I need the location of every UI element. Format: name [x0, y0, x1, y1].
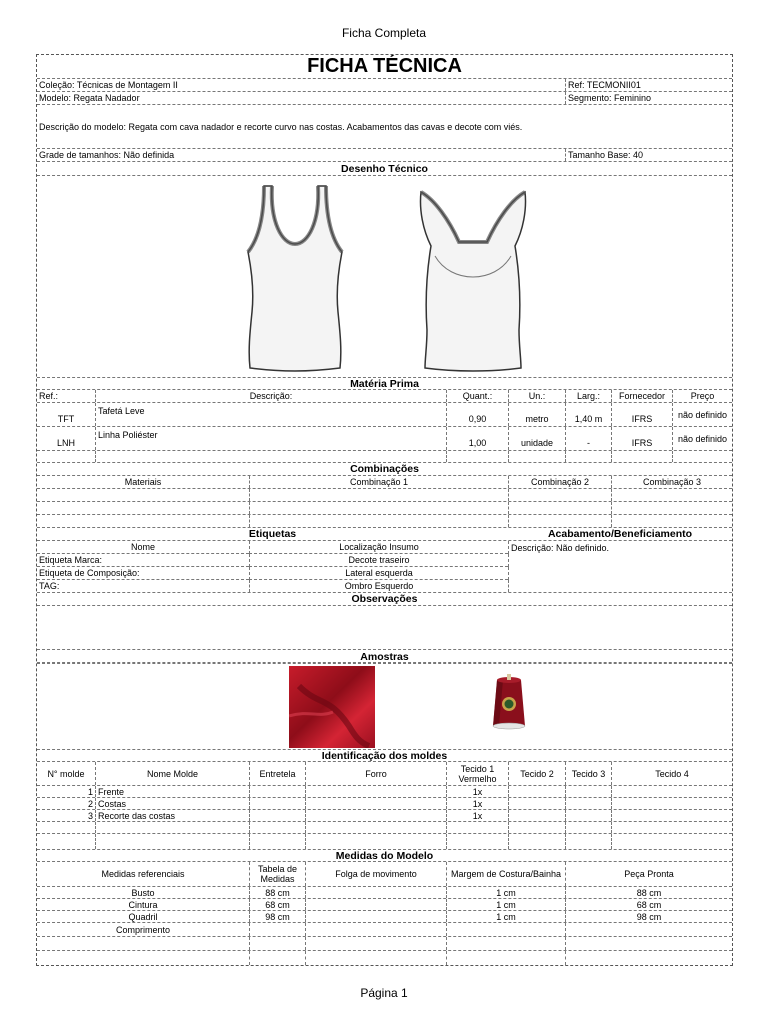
sheet-title: FICHA TÉCNICA: [307, 55, 462, 77]
combinacoes-row: [37, 489, 732, 502]
etiqueta-row: [37, 567, 732, 580]
combinacoes-row: [37, 502, 732, 515]
materia-columns-row: [37, 390, 732, 403]
col-n-molde: N° molde: [47, 768, 85, 779]
empty-cell: [508, 810, 565, 821]
segmento-field: Segmento: Feminino: [565, 92, 732, 104]
etiqueta-localizacao: Lateral esquerda: [249, 567, 508, 580]
materia-ref: LNH: [56, 437, 75, 448]
medida-margem: [446, 923, 565, 936]
col-forro: Forro: [305, 762, 446, 785]
medida-row: [37, 923, 732, 937]
empty-cell: [249, 502, 508, 514]
empty-cell: [305, 822, 446, 833]
col-combinacao-1: Combinação 1: [249, 476, 508, 488]
amostras-header-row: [37, 651, 732, 664]
acabamento-descricao: Descrição: Não definido.: [508, 541, 732, 554]
molde-nome: Frente: [95, 786, 249, 797]
empty-cell: [249, 951, 305, 965]
empty-cell: [508, 798, 565, 809]
empty-cell: [565, 798, 611, 809]
empty-cell: [305, 798, 446, 809]
fabric-sample-image: [289, 666, 375, 748]
medida-peca-pronta: [565, 923, 732, 936]
empty-cell: [611, 502, 732, 514]
combinacoes-row: [37, 515, 732, 528]
empty-cell: [508, 567, 732, 580]
molde-tecido-1: 1x: [446, 810, 508, 821]
empty-cell: [508, 786, 565, 797]
empty-cell: [249, 937, 305, 950]
col-larg: Larg.:: [565, 390, 611, 402]
materia-fornecedor: IFRS: [611, 403, 672, 426]
etiqueta-row: [37, 554, 732, 567]
molde-tecido-1: 1x: [446, 786, 508, 797]
medidas-columns-row: [37, 862, 732, 887]
empty-cell: [565, 951, 732, 965]
amostras-section-title: Amostras: [360, 651, 409, 663]
empty-cell: [611, 489, 732, 501]
page-footer: Página 1: [360, 986, 408, 1000]
empty-cell: [95, 822, 249, 833]
molde-nome: Costas: [95, 798, 249, 809]
desenho-section-title: Desenho Técnico: [341, 162, 428, 175]
col-preco: Preço: [672, 390, 732, 402]
empty-cell: [508, 451, 565, 462]
grade-row: [37, 149, 732, 162]
col-descricao: Descrição:: [95, 390, 446, 402]
empty-cell: [672, 451, 732, 462]
moldes-section-title: Identificação dos moldes: [321, 750, 448, 761]
molde-row: [37, 810, 732, 822]
col-quant: Quant.:: [446, 390, 508, 402]
combinacoes-header-row: [37, 463, 732, 476]
empty-cell: [249, 515, 508, 527]
empty-cell: [305, 923, 446, 936]
tank-top-front-drawing: [242, 182, 346, 374]
molde-nome: Recorte das costas: [95, 810, 249, 821]
medida-margem: 1 cm: [446, 887, 565, 898]
etiqueta-localizacao: Ombro Esquerdo: [249, 580, 508, 592]
empty-cell: [305, 786, 446, 797]
medida-peca-pronta: 88 cm: [565, 887, 732, 898]
molde-numero: 2: [87, 798, 93, 809]
empty-cell: [305, 834, 446, 849]
combinacoes-section-title: Combinações: [350, 463, 419, 475]
empty-cell: [611, 798, 732, 809]
materia-ref: TFT: [57, 413, 75, 424]
materia-row-2: [37, 427, 732, 451]
etiqueta-localizacao: Decote traseiro: [249, 554, 508, 567]
empty-cell: [305, 951, 446, 965]
medida-row: [37, 887, 732, 899]
empty-cell: [446, 834, 508, 849]
etiquetas-columns-row: [37, 541, 732, 554]
descricao-row: [37, 105, 732, 149]
empty-cell: [305, 810, 446, 821]
info-row-colecao: [37, 79, 732, 92]
descricao-field: Descrição do modelo: Regata com cava nadador e recorte curvo nas costas. Acabamentos das cavas e decote com viés.: [39, 121, 523, 132]
empty-cell: [249, 822, 305, 833]
observacoes-body: [37, 606, 732, 650]
empty-cell: [565, 937, 732, 950]
medida-row-empty: [37, 951, 732, 965]
col-margem: Margem de Costura/Bainha: [446, 862, 565, 886]
medidas-header-row: [37, 850, 732, 862]
col-localizacao: Localização Insumo: [249, 541, 508, 554]
molde-numero: 3: [87, 810, 93, 821]
etiquetas-section-title: Etiquetas: [248, 528, 297, 540]
medida-peca-pronta: 98 cm: [565, 911, 732, 922]
materia-preco: não definido: [672, 403, 732, 426]
col-medidas-referenciais: Medidas referenciais: [101, 869, 185, 879]
amostras-row: [37, 664, 732, 750]
etiqueta-row: [37, 580, 732, 593]
materia-row-empty: [37, 451, 732, 463]
empty-cell: [565, 810, 611, 821]
empty-cell: [37, 515, 249, 527]
page-header: Ficha Completa: [341, 26, 427, 40]
materia-larg: 1,40 m: [565, 403, 611, 426]
empty-cell: [508, 834, 565, 849]
empty-cell: [611, 822, 732, 833]
medida-nome: Cintura: [128, 899, 158, 910]
col-tecido-3: Tecido 3: [565, 762, 611, 785]
empty-cell: [37, 834, 95, 849]
molde-row-empty: [37, 822, 732, 834]
molde-row: [37, 798, 732, 810]
col-combinacao-2: Combinação 2: [508, 476, 611, 488]
empty-cell: [95, 834, 249, 849]
empty-cell: [611, 786, 732, 797]
medida-row: [37, 899, 732, 911]
colecao-field: Coleção: Técnicas de Montagem II: [39, 80, 178, 90]
col-fornecedor: Fornecedor: [611, 390, 672, 402]
observacoes-header-row: [37, 593, 732, 606]
empty-cell: [305, 937, 446, 950]
info-row-modelo: [37, 92, 732, 105]
medida-tabela: 98 cm: [249, 911, 305, 922]
empty-cell: [249, 798, 305, 809]
empty-cell: [249, 489, 508, 501]
empty-cell: [37, 951, 249, 965]
molde-numero: 1: [87, 786, 93, 797]
medida-tabela: 88 cm: [249, 887, 305, 898]
empty-cell: [508, 580, 732, 592]
technical-sheet: [36, 54, 733, 966]
materia-quant: 0,90: [446, 403, 508, 426]
tank-top-back-drawing: [415, 190, 531, 374]
empty-cell: [37, 451, 95, 462]
col-un: Un.:: [508, 390, 565, 402]
materia-descricao: Tafetá Leve: [95, 403, 446, 426]
empty-cell: [305, 887, 446, 898]
medida-row: [37, 911, 732, 923]
thread-spool-image: [491, 674, 527, 732]
desenho-header-row: [37, 162, 732, 176]
acabamento-section-title: Acabamento/Beneficiamento: [547, 528, 693, 540]
molde-row-empty: [37, 834, 732, 850]
etiqueta-nome: Etiqueta Marca:: [37, 554, 249, 567]
medida-row-empty: [37, 937, 732, 951]
empty-cell: [508, 489, 611, 501]
desenho-row: [37, 176, 732, 378]
col-materiais: Materiais: [124, 477, 162, 487]
medida-nome: Busto: [131, 887, 155, 898]
materia-un: metro: [508, 403, 565, 426]
empty-cell: [37, 502, 249, 514]
empty-cell: [37, 822, 95, 833]
empty-cell: [508, 554, 732, 567]
empty-cell: [508, 822, 565, 833]
col-entretela: Entretela: [249, 762, 305, 785]
empty-cell: [446, 451, 508, 462]
combinacoes-columns-row: [37, 476, 732, 489]
empty-cell: [611, 515, 732, 527]
etiqueta-nome: TAG:: [39, 581, 60, 591]
modelo-field: Modelo: Regata Nadador: [39, 93, 140, 103]
grade-field: Grade de tamanhos: Não definida: [39, 150, 175, 160]
col-tabela-medidas: Tabela de Medidas: [249, 862, 305, 886]
medidas-section-title: Medidas do Modelo: [335, 850, 434, 861]
empty-cell: [446, 951, 565, 965]
empty-cell: [611, 451, 672, 462]
materia-section-title: Matéria Prima: [350, 378, 419, 389]
moldes-columns-row: [37, 762, 732, 786]
col-peca-pronta: Peça Pronta: [565, 862, 732, 886]
empty-cell: [249, 810, 305, 821]
col-nome-molde: Nome Molde: [95, 762, 249, 785]
molde-tecido-1: 1x: [446, 798, 508, 809]
empty-cell: [611, 810, 732, 821]
medida-margem: 1 cm: [446, 899, 565, 910]
empty-cell: [446, 937, 565, 950]
col-tecido-4: Tecido 4: [611, 762, 732, 785]
medida-tabela: [249, 923, 305, 936]
medida-tabela: 68 cm: [249, 899, 305, 910]
col-nome: Nome: [37, 541, 249, 554]
materia-larg: -: [565, 427, 611, 450]
col-tecido-2: Tecido 2: [508, 762, 565, 785]
tamanho-base-field: Tamanho Base: 40: [565, 149, 732, 161]
empty-cell: [446, 822, 508, 833]
empty-cell: [565, 834, 611, 849]
ref-field: Ref: TECMONII01: [565, 79, 732, 91]
molde-row: [37, 786, 732, 798]
empty-cell: [249, 834, 305, 849]
col-combinacao-3: Combinação 3: [611, 476, 732, 488]
title-row: [37, 55, 732, 79]
empty-cell: [565, 822, 611, 833]
empty-cell: [508, 502, 611, 514]
materia-quant: 1,00: [446, 427, 508, 450]
empty-cell: [508, 515, 611, 527]
materia-un: unidade: [508, 427, 565, 450]
materia-row-1: [37, 403, 732, 427]
empty-cell: [95, 451, 446, 462]
empty-cell: [305, 899, 446, 910]
medida-margem: 1 cm: [446, 911, 565, 922]
empty-cell: [249, 786, 305, 797]
moldes-header-row: [37, 750, 732, 762]
materia-header-row: [37, 378, 732, 390]
empty-cell: [565, 786, 611, 797]
observacoes-section-title: Observações: [351, 593, 418, 605]
col-ref: Ref.:: [39, 391, 59, 401]
empty-cell: [37, 489, 249, 501]
materia-descricao: Linha Poliéster: [95, 427, 446, 450]
materia-fornecedor: IFRS: [611, 427, 672, 450]
etiquetas-header-row: [37, 528, 732, 541]
medida-nome: Comprimento: [115, 924, 171, 935]
etiqueta-nome: Etiqueta de Composição:: [37, 567, 249, 580]
medida-nome: Quadril: [128, 911, 158, 922]
medida-peca-pronta: 68 cm: [565, 899, 732, 910]
empty-cell: [611, 834, 732, 849]
materia-preco: não definido: [672, 427, 732, 450]
col-folga: Folga de movimento: [305, 862, 446, 886]
empty-cell: [565, 451, 611, 462]
empty-cell: [37, 937, 249, 950]
col-tecido-1: Tecido 1 Vermelho: [446, 762, 508, 785]
empty-cell: [305, 911, 446, 922]
